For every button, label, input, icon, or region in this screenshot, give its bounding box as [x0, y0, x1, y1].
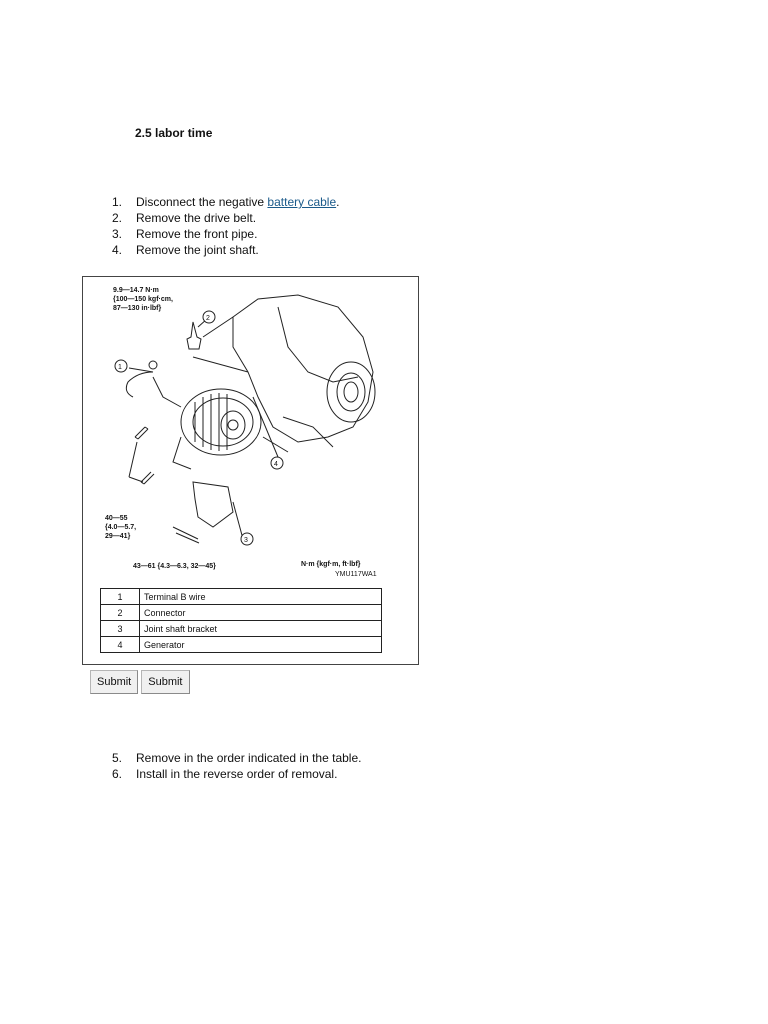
torque-top-line-3: 87—130 in·lbf}	[113, 305, 162, 312]
submit-button-2[interactable]: Submit	[141, 670, 189, 694]
list-item	[112, 194, 339, 210]
list-item	[112, 242, 339, 258]
button-row	[90, 670, 190, 694]
part-number: 3	[101, 621, 140, 637]
section-heading: 2.5 labor time	[135, 126, 213, 140]
step-number: 5.	[112, 751, 123, 765]
generator-removal-figure	[82, 276, 419, 665]
torque-bottom: 43—61 {4.3—6.3, 32—45}	[133, 563, 216, 570]
step-text: Install in the reverse order of removal.	[136, 767, 338, 781]
step-number: 1.	[112, 195, 123, 209]
step-text: Remove the drive belt.	[136, 211, 257, 225]
parts-table	[100, 588, 382, 653]
torque-top-line-2: {100—150 kgf·cm,	[113, 296, 173, 303]
step-text: Disconnect the negative battery cable.	[136, 195, 340, 209]
step-number: 6.	[112, 767, 123, 781]
callout-3: 3	[244, 537, 248, 544]
steps-list-second	[112, 750, 361, 782]
part-number: 4	[101, 637, 140, 653]
step-number: 3.	[112, 227, 123, 241]
torque-top-line-1: 9.9—14.7 N·m	[113, 287, 159, 294]
part-name: Joint shaft bracket	[140, 621, 382, 637]
figure-code: YMU117WA1	[335, 571, 377, 578]
list-item	[112, 210, 339, 226]
step-number: 4.	[112, 243, 123, 257]
list-item	[112, 226, 339, 242]
table-row	[101, 621, 382, 637]
steps-list-first	[112, 194, 339, 258]
table-row	[101, 589, 382, 605]
torque-left-line-2: {4.0—5.7,	[105, 524, 137, 531]
list-item	[112, 766, 361, 782]
callout-1: 1	[118, 364, 122, 371]
torque-left-line-3: 29—41}	[105, 533, 131, 540]
callout-4: 4	[274, 461, 278, 468]
step-number: 2.	[112, 211, 123, 225]
part-name: Connector	[140, 605, 382, 621]
step-text: Remove the front pipe.	[136, 227, 258, 241]
step-text: Remove the joint shaft.	[136, 243, 259, 257]
step-text: Remove in the order indicated in the table.	[136, 751, 362, 765]
part-name: Terminal B wire	[140, 589, 382, 605]
list-item	[112, 750, 361, 766]
part-number: 1	[101, 589, 140, 605]
part-name: Generator	[140, 637, 382, 653]
table-row	[101, 637, 382, 653]
part-number: 2	[101, 605, 140, 621]
callout-2: 2	[206, 315, 210, 322]
table-row	[101, 605, 382, 621]
unit-note: N·m {kgf·m, ft·lbf}	[301, 561, 361, 568]
torque-left-line-1: 40—55	[105, 515, 128, 522]
submit-button-1[interactable]: Submit	[90, 670, 138, 694]
battery-cable-link[interactable]: battery cable	[267, 195, 337, 209]
